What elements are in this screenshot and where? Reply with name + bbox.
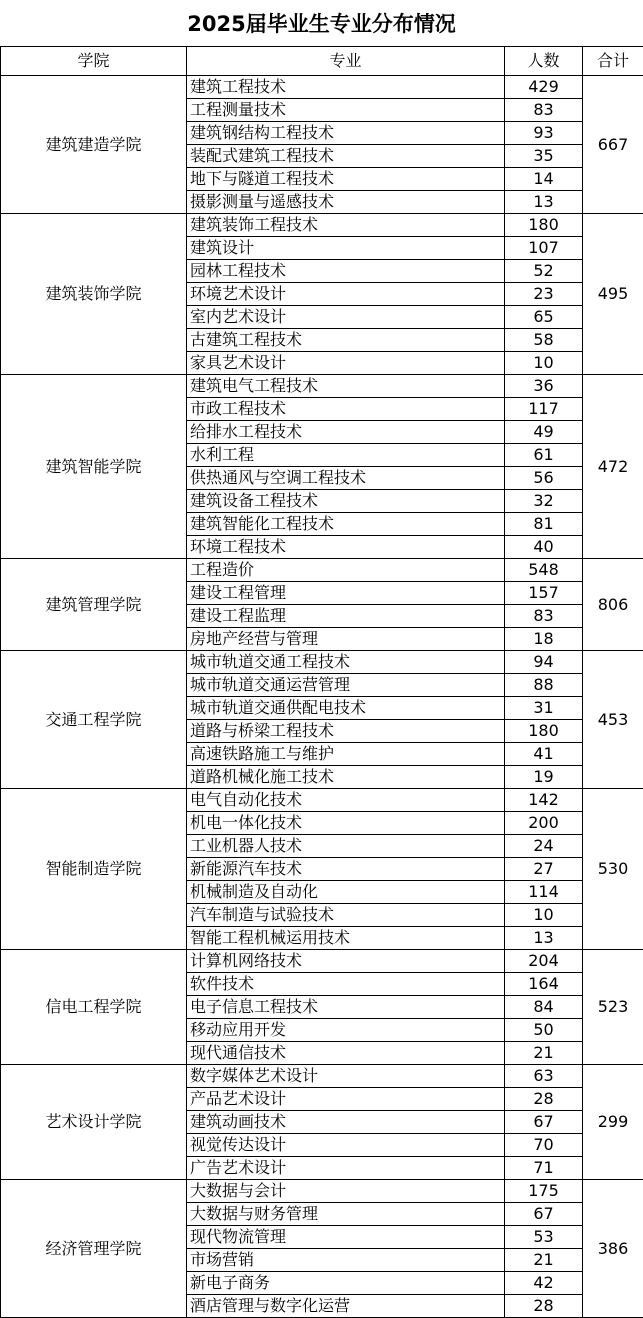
table-row xyxy=(1,1180,643,1203)
college-total: 806 xyxy=(583,559,643,651)
major-name: 市场营销 xyxy=(187,1249,505,1272)
major-name: 园林工程技术 xyxy=(187,260,505,283)
table-row xyxy=(1,375,643,398)
college-name: 交通工程学院 xyxy=(1,651,187,789)
table-row xyxy=(1,76,643,99)
student-count: 71 xyxy=(505,1157,583,1180)
student-count: 61 xyxy=(505,444,583,467)
college-name: 信电工程学院 xyxy=(1,950,187,1065)
college-name: 建筑装饰学院 xyxy=(1,214,187,375)
student-count: 204 xyxy=(505,950,583,973)
table-row xyxy=(1,214,643,237)
table-row xyxy=(1,1065,643,1088)
student-count: 10 xyxy=(505,352,583,375)
college-name: 艺术设计学院 xyxy=(1,1065,187,1180)
major-name: 计算机网络技术 xyxy=(187,950,505,973)
student-count: 13 xyxy=(505,191,583,214)
major-name: 新电子商务 xyxy=(187,1272,505,1295)
student-count: 35 xyxy=(505,145,583,168)
college-name: 智能制造学院 xyxy=(1,789,187,950)
header-major: 专业 xyxy=(187,47,505,76)
student-count: 93 xyxy=(505,122,583,145)
major-name: 道路与桥梁工程技术 xyxy=(187,720,505,743)
major-name: 建筑工程技术 xyxy=(187,76,505,99)
major-name: 汽车制造与试验技术 xyxy=(187,904,505,927)
college-name: 建筑管理学院 xyxy=(1,559,187,651)
student-count: 50 xyxy=(505,1019,583,1042)
header-row xyxy=(1,47,643,76)
student-count: 548 xyxy=(505,559,583,582)
major-name: 移动应用开发 xyxy=(187,1019,505,1042)
major-name: 建筑电气工程技术 xyxy=(187,375,505,398)
student-count: 18 xyxy=(505,628,583,651)
student-count: 70 xyxy=(505,1134,583,1157)
student-count: 83 xyxy=(505,99,583,122)
major-name: 室内艺术设计 xyxy=(187,306,505,329)
student-count: 107 xyxy=(505,237,583,260)
header-college: 学院 xyxy=(1,47,187,76)
college-total: 472 xyxy=(583,375,643,559)
major-name: 水利工程 xyxy=(187,444,505,467)
major-name: 电子信息工程技术 xyxy=(187,996,505,1019)
student-count: 157 xyxy=(505,582,583,605)
major-name: 建筑动画技术 xyxy=(187,1111,505,1134)
student-count: 27 xyxy=(505,858,583,881)
student-count: 23 xyxy=(505,283,583,306)
student-count: 114 xyxy=(505,881,583,904)
major-name: 广告艺术设计 xyxy=(187,1157,505,1180)
student-count: 40 xyxy=(505,536,583,559)
major-name: 环境艺术设计 xyxy=(187,283,505,306)
major-name: 房地产经营与管理 xyxy=(187,628,505,651)
major-name: 古建筑工程技术 xyxy=(187,329,505,352)
major-name: 电气自动化技术 xyxy=(187,789,505,812)
student-count: 65 xyxy=(505,306,583,329)
major-name: 环境工程技术 xyxy=(187,536,505,559)
college-total: 386 xyxy=(583,1180,643,1318)
college-total: 530 xyxy=(583,789,643,950)
major-name: 大数据与会计 xyxy=(187,1180,505,1203)
major-name: 数字媒体艺术设计 xyxy=(187,1065,505,1088)
major-name: 工程造价 xyxy=(187,559,505,582)
page-title: 2025届毕业生专业分布情况 xyxy=(187,12,456,36)
student-count: 28 xyxy=(505,1088,583,1111)
table-body xyxy=(1,76,643,1318)
major-name: 视觉传达设计 xyxy=(187,1134,505,1157)
student-count: 24 xyxy=(505,835,583,858)
major-name: 现代物流管理 xyxy=(187,1226,505,1249)
student-count: 52 xyxy=(505,260,583,283)
student-count: 19 xyxy=(505,766,583,789)
major-name: 建筑设计 xyxy=(187,237,505,260)
major-name: 建筑设备工程技术 xyxy=(187,490,505,513)
major-name: 产品艺术设计 xyxy=(187,1088,505,1111)
distribution-table xyxy=(0,46,643,1318)
major-name: 家具艺术设计 xyxy=(187,352,505,375)
student-count: 180 xyxy=(505,720,583,743)
student-count: 56 xyxy=(505,467,583,490)
student-count: 67 xyxy=(505,1203,583,1226)
major-name: 城市轨道交通供配电技术 xyxy=(187,697,505,720)
major-name: 城市轨道交通运营管理 xyxy=(187,674,505,697)
major-name: 大数据与财务管理 xyxy=(187,1203,505,1226)
header-count: 人数 xyxy=(505,47,583,76)
student-count: 429 xyxy=(505,76,583,99)
major-name: 装配式建筑工程技术 xyxy=(187,145,505,168)
college-total: 667 xyxy=(583,76,643,214)
major-name: 酒店管理与数字化运营 xyxy=(187,1295,505,1318)
major-name: 工程测量技术 xyxy=(187,99,505,122)
student-count: 49 xyxy=(505,421,583,444)
college-name: 经济管理学院 xyxy=(1,1180,187,1318)
student-count: 63 xyxy=(505,1065,583,1088)
student-count: 28 xyxy=(505,1295,583,1318)
major-name: 现代通信技术 xyxy=(187,1042,505,1065)
major-name: 给排水工程技术 xyxy=(187,421,505,444)
student-count: 32 xyxy=(505,490,583,513)
major-name: 工业机器人技术 xyxy=(187,835,505,858)
college-name: 建筑智能学院 xyxy=(1,375,187,559)
major-name: 建筑钢结构工程技术 xyxy=(187,122,505,145)
student-count: 84 xyxy=(505,996,583,1019)
major-name: 智能工程机械运用技术 xyxy=(187,927,505,950)
major-name: 市政工程技术 xyxy=(187,398,505,421)
table-row xyxy=(1,651,643,674)
student-count: 53 xyxy=(505,1226,583,1249)
major-name: 城市轨道交通工程技术 xyxy=(187,651,505,674)
college-name: 建筑建造学院 xyxy=(1,76,187,214)
student-count: 83 xyxy=(505,605,583,628)
student-count: 42 xyxy=(505,1272,583,1295)
student-count: 41 xyxy=(505,743,583,766)
table-row xyxy=(1,789,643,812)
college-total: 523 xyxy=(583,950,643,1065)
student-count: 14 xyxy=(505,168,583,191)
college-total: 299 xyxy=(583,1065,643,1180)
student-count: 13 xyxy=(505,927,583,950)
major-name: 建设工程监理 xyxy=(187,605,505,628)
major-name: 建筑智能化工程技术 xyxy=(187,513,505,536)
college-total: 495 xyxy=(583,214,643,375)
student-count: 164 xyxy=(505,973,583,996)
student-count: 180 xyxy=(505,214,583,237)
student-count: 10 xyxy=(505,904,583,927)
student-count: 81 xyxy=(505,513,583,536)
student-count: 36 xyxy=(505,375,583,398)
student-count: 88 xyxy=(505,674,583,697)
major-name: 软件技术 xyxy=(187,973,505,996)
major-name: 地下与隧道工程技术 xyxy=(187,168,505,191)
student-count: 117 xyxy=(505,398,583,421)
table-row xyxy=(1,559,643,582)
student-count: 67 xyxy=(505,1111,583,1134)
college-total: 453 xyxy=(583,651,643,789)
student-count: 58 xyxy=(505,329,583,352)
major-name: 建设工程管理 xyxy=(187,582,505,605)
student-count: 142 xyxy=(505,789,583,812)
student-count: 31 xyxy=(505,697,583,720)
major-name: 摄影测量与遥感技术 xyxy=(187,191,505,214)
student-count: 175 xyxy=(505,1180,583,1203)
student-count: 94 xyxy=(505,651,583,674)
major-name: 机械制造及自动化 xyxy=(187,881,505,904)
table-row xyxy=(1,950,643,973)
student-count: 21 xyxy=(505,1042,583,1065)
major-name: 道路机械化施工技术 xyxy=(187,766,505,789)
student-count: 200 xyxy=(505,812,583,835)
major-name: 高速铁路施工与维护 xyxy=(187,743,505,766)
major-name: 新能源汽车技术 xyxy=(187,858,505,881)
major-name: 建筑装饰工程技术 xyxy=(187,214,505,237)
header-total: 合计 xyxy=(583,47,643,76)
major-name: 供热通风与空调工程技术 xyxy=(187,467,505,490)
major-name: 机电一体化技术 xyxy=(187,812,505,835)
student-count: 21 xyxy=(505,1249,583,1272)
